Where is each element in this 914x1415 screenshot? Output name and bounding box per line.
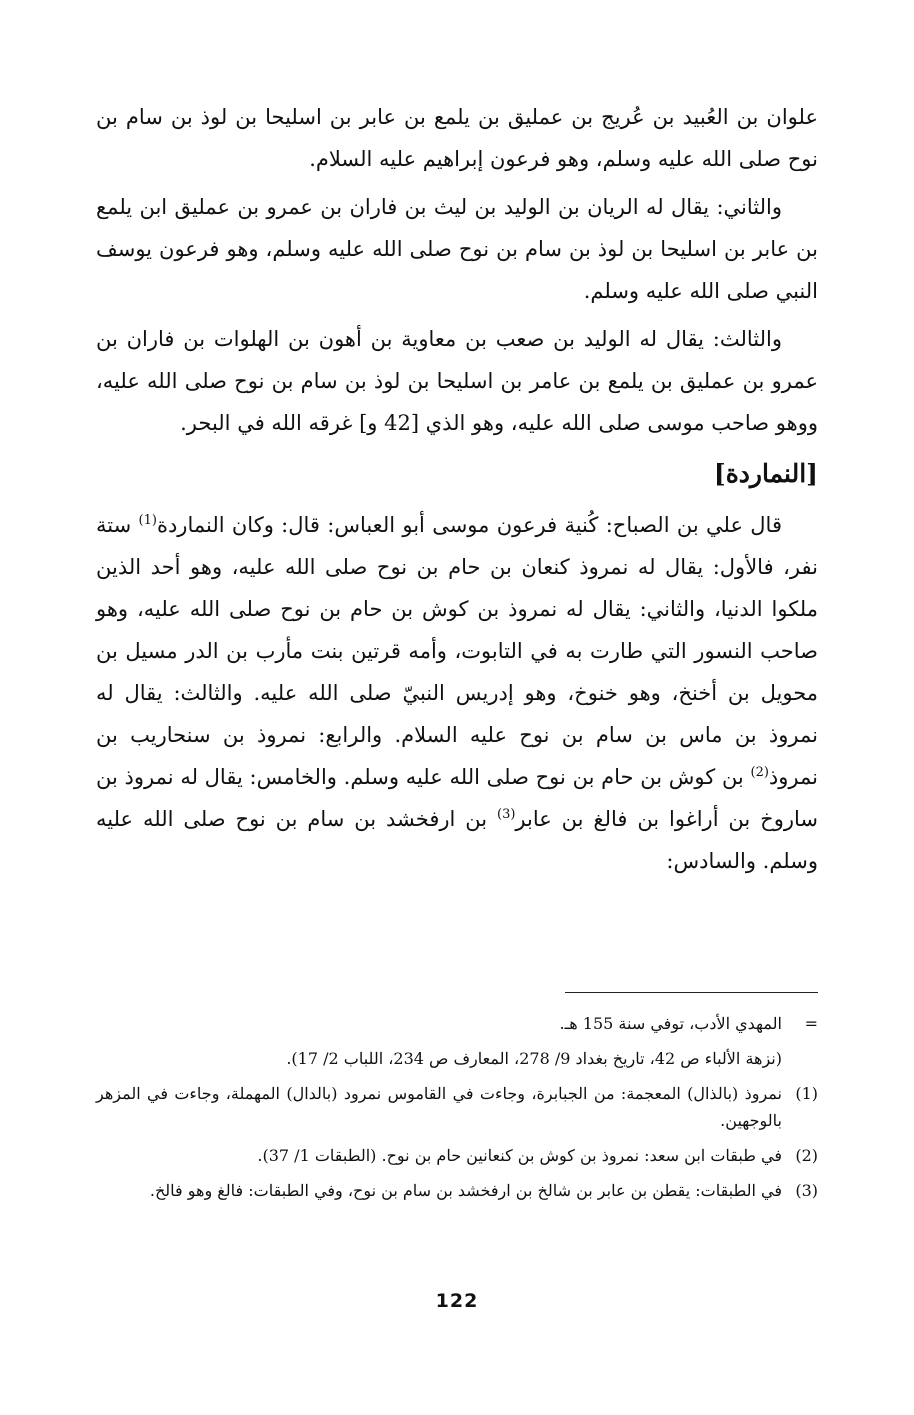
- footnote-sources: [96, 1045, 818, 1072]
- body-part-1: قال علي بن الصباح: كُنية فرعون موسى أبو العباس: قال: وكان النماردة: [156, 513, 782, 537]
- main-text: [96, 96, 818, 888]
- paragraph-continuation: علوان بن العُبيد بن عُريج بن عمليق بن يلمع بن عابر بن اسليحا بن لوذ بن سام بن نوح صلى الله عليه وسلم، وهو فرعون إبراهيم عليه السلام.: [96, 105, 818, 171]
- footnote-text: في طبقات ابن سعد: نمروذ بن كوش بن كنعانين حام بن نوح. (الطبقات 1/ 37).: [257, 1146, 782, 1165]
- body-part-2: ستة نفر، فالأول: يقال له نمروذ كنعان بن حام بن نوح صلى الله عليه، وهو أحد الذين ملكوا الدنيا، والثاني: يقال له نمروذ بن كوش بن حام بن نوح صلى الله عليه، وهو صاحب النسور التي طارت به في التابوت، وأمه قرتين بنت مأرب بن الدر مسيل بن محويل بن أخنخ، وهو خنوخ، وهو إدريس النبيّ صلى الله عليه. والثالث: يقال له نمروذ بن ماس بن سام بن نوح عليه السلام. والرابع: نمروذ بن سنحاريب بن نمروذ: [96, 513, 818, 789]
- paragraph-nimrods: [96, 504, 818, 882]
- footnote-ref-2[interactable]: (2): [750, 765, 769, 780]
- paragraph-text: والثاني: يقال له الريان بن الوليد بن ليث بن فاران بن عمرو بن عمليق ابن يلمع بن عابر بن اسليحا بن لوذ بن سام بن نوح صلى الله عليه وسلم، وهو فرعون يوسف النبي صلى الله عليه وسلم.: [96, 195, 818, 303]
- footnote-text: في الطبقات: يقطن بن عابر بن شالخ بن ارفخشد بن سام بن نوح، وفي الطبقات: فالغ وهو فالخ.: [149, 1181, 782, 1200]
- footnote-ref-3[interactable]: (3): [496, 807, 516, 822]
- paragraph-text: والثالث: يقال له الوليد بن صعب بن معاوية بن أهون بن الهلوات بن فاران بن عمرو بن عمليق بن يلمع بن عامر بن اسليحا بن لوذ بن سام بن نوح صلى الله عليه، ووهو صاحب موسى صلى الله عليه، وهو الذي [42 و] غرقه الله في البحر.: [96, 327, 818, 435]
- body-part-4: بن ارفخشد بن سام بن نوح صلى الله عليه وسلم. والسادس:: [96, 807, 818, 873]
- footnote-mark: (1): [795, 1084, 818, 1103]
- footnote-3: [96, 1177, 818, 1204]
- footnote-mark: =: [804, 1014, 818, 1033]
- footnote-continued: [96, 1010, 818, 1037]
- footnotes: [96, 1010, 818, 1212]
- paragraph-second-pharaoh: [96, 186, 818, 312]
- footnote-text: نمروذ (بالذال) المعجمة: من الجبابرة، وجاءت في القاموس نمرود (بالدال) المهملة، وجاءت في المزهر بالوجهين.: [96, 1084, 783, 1130]
- footnote-mark: [782, 1045, 818, 1072]
- paragraph-third-pharaoh: [96, 318, 818, 444]
- page-number: 122: [435, 1290, 479, 1312]
- footnote-mark: (3): [795, 1181, 818, 1200]
- footnote-text: (نزهة الألباء ص 42، تاريخ بغداد 9/ 278، المعارف ص 234، اللباب 2/ 17).: [286, 1049, 782, 1068]
- footnote-2: [96, 1142, 818, 1169]
- section-heading: [النماردة]: [713, 459, 818, 488]
- body-part-3: بن كوش بن حام بن نوح صلى الله عليه وسلم. والخامس: يقال له نمروذ بن ساروخ بن أراغوا بن فالغ بن عابر: [96, 765, 818, 831]
- footnote-ref-1[interactable]: (1): [138, 513, 157, 528]
- footnote-mark: (2): [795, 1146, 818, 1165]
- footnote-divider: [565, 992, 818, 993]
- footnote-1: [96, 1080, 818, 1134]
- footnote-text: المهدي الأدب، توفي سنة 155 هـ.: [559, 1014, 782, 1033]
